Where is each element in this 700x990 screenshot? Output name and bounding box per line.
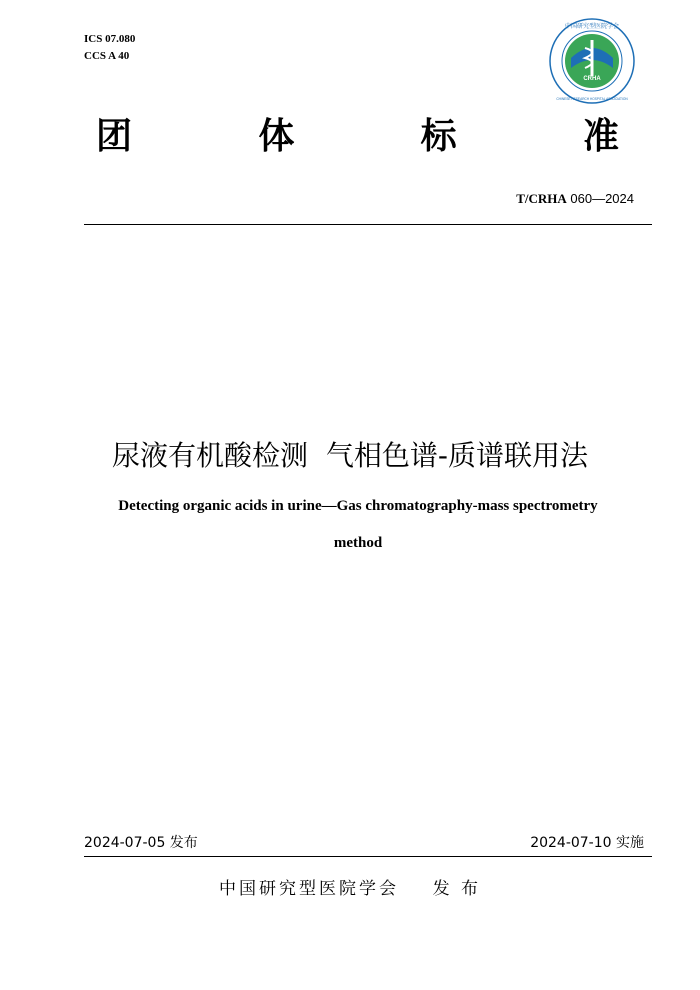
english-title-line2: method bbox=[333, 535, 383, 551]
publisher: 中国研究型医院学会 发 布 bbox=[218, 879, 482, 899]
publish-date: 2024-07-05 发布 bbox=[84, 835, 198, 851]
standard-code-prefix: T/CRHA bbox=[516, 191, 567, 206]
logo-ring-text-en: CHINESE RESEARCH HOSPITAL ASSOCIATION bbox=[556, 97, 628, 101]
bottom-divider bbox=[84, 856, 652, 857]
standard-type-char: 体 bbox=[258, 116, 296, 157]
top-divider bbox=[84, 224, 652, 225]
ics-code: ICS 07.080 bbox=[84, 33, 136, 45]
ccs-code: CCS A 40 bbox=[84, 50, 130, 62]
implement-date: 2024-07-10 实施 bbox=[530, 835, 644, 851]
chinese-title: 尿液有机酸检测 气相色谱-质谱联用法 bbox=[112, 439, 588, 472]
standard-type-char: 标 bbox=[420, 116, 458, 157]
standard-type-heading bbox=[96, 112, 620, 162]
english-title-line1: Detecting organic acids in urine—Gas chromatography-mass spectrometry bbox=[118, 498, 598, 514]
english-title bbox=[80, 488, 636, 562]
standard-code-number: 060—2024 bbox=[566, 191, 634, 206]
crha-logo bbox=[549, 18, 635, 104]
logo-abbr: CRHA bbox=[583, 76, 601, 82]
standard-type-char: 准 bbox=[582, 116, 620, 157]
classification-codes bbox=[84, 31, 135, 65]
standard-type-char: 团 bbox=[96, 116, 134, 157]
logo-ring-text: 中国研究型医院学会 bbox=[564, 23, 620, 30]
standard-code bbox=[516, 191, 634, 207]
